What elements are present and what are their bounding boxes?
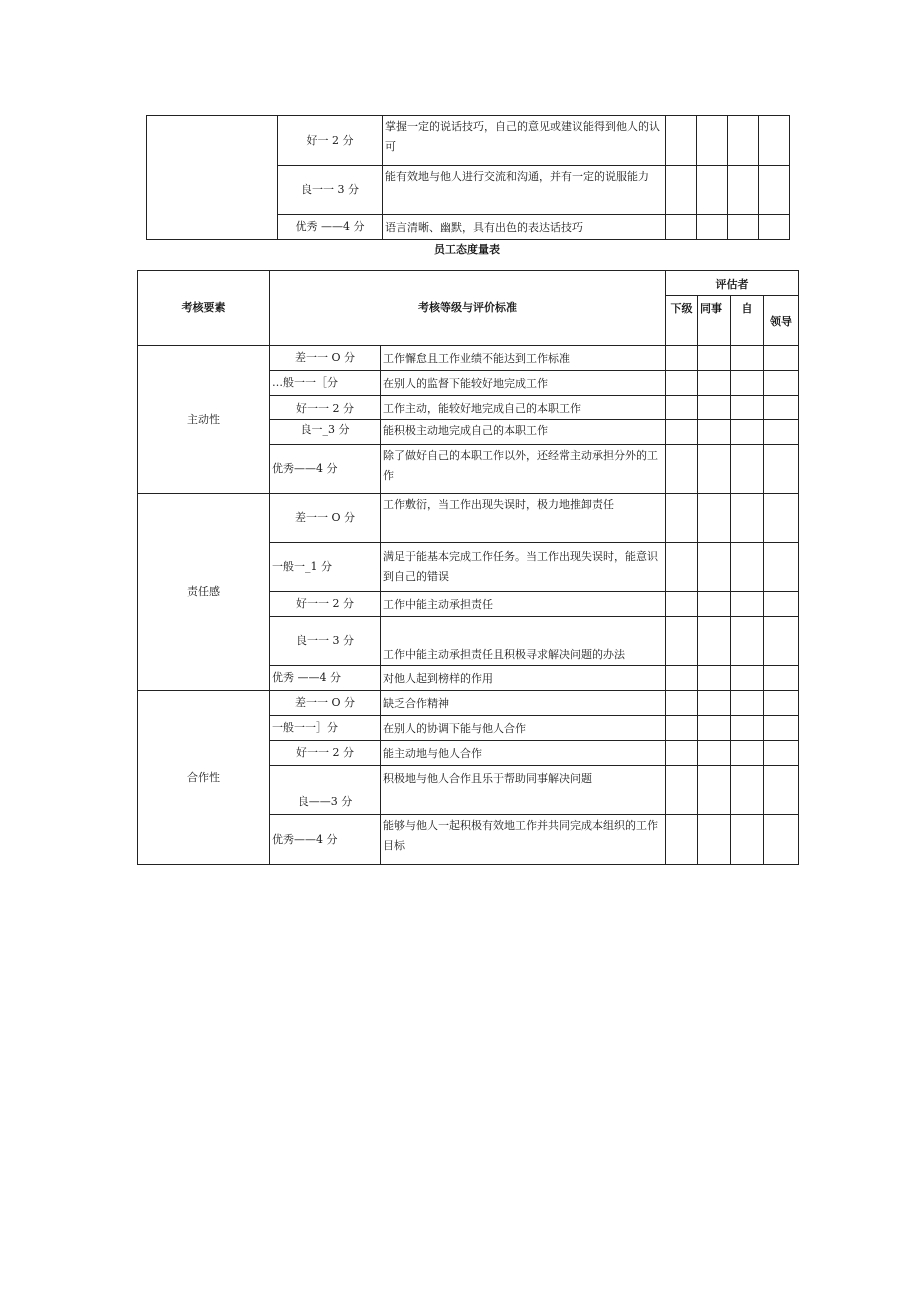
score-cell[interactable] (666, 741, 698, 766)
score-cell[interactable] (666, 215, 697, 240)
evaluator-self: 自 (731, 296, 764, 346)
score-cell[interactable] (764, 396, 799, 420)
grade-level: 优秀——4 分 (270, 815, 381, 865)
factor-initiative: 主动性 (138, 346, 270, 494)
grade-description: 能主动地与他人合作 (381, 741, 666, 766)
score-cell[interactable] (666, 346, 698, 371)
score-cell[interactable] (698, 494, 731, 543)
grade-description: 工作中能主动承担责任 (381, 592, 666, 617)
grade-level: 差一一 O 分 (270, 346, 381, 371)
score-cell[interactable] (666, 666, 698, 691)
score-cell[interactable] (764, 543, 799, 592)
grade-level: 好一一 2 分 (270, 741, 381, 766)
score-cell[interactable] (698, 815, 731, 865)
factor-cell (147, 116, 278, 240)
score-cell[interactable] (698, 346, 731, 371)
score-cell[interactable] (698, 371, 731, 396)
grade-description: 能积极主动地完成自己的本职工作 (381, 420, 666, 445)
grade-level: 良一一 3 分 (278, 166, 383, 215)
score-cell[interactable] (731, 494, 764, 543)
score-cell[interactable] (731, 741, 764, 766)
grade-level: 好一一 2 分 (270, 592, 381, 617)
score-cell[interactable] (728, 215, 759, 240)
header-row (138, 271, 799, 296)
score-cell[interactable] (731, 543, 764, 592)
score-cell[interactable] (698, 396, 731, 420)
score-cell[interactable] (731, 691, 764, 716)
score-cell[interactable] (764, 592, 799, 617)
score-cell[interactable] (666, 396, 698, 420)
score-cell[interactable] (666, 420, 698, 445)
grade-level: 优秀 ——4 分 (278, 215, 383, 240)
score-cell[interactable] (666, 166, 697, 215)
grade-level: 好一一 2 分 (270, 396, 381, 420)
factor-header: 考核要素 (138, 271, 270, 346)
table-caption: 员工态度量表 (434, 243, 500, 256)
evaluator-leader: 领导 (764, 296, 799, 346)
grade-level: 差一一 O 分 (270, 691, 381, 716)
score-cell[interactable] (764, 716, 799, 741)
score-cell[interactable] (731, 445, 764, 494)
score-cell[interactable] (698, 741, 731, 766)
grade-description: 对他人起到榜样的作用 (381, 666, 666, 691)
score-cell[interactable] (731, 716, 764, 741)
standard-header: 考核等级与评价标准 (270, 271, 666, 346)
grade-level: 优秀 ——4 分 (270, 666, 381, 691)
evaluator-peer: 同事 (698, 296, 731, 346)
score-cell[interactable] (666, 371, 698, 396)
score-cell[interactable] (759, 166, 790, 215)
score-cell[interactable] (764, 494, 799, 543)
grade-level: 差一一 O 分 (270, 494, 381, 543)
score-cell[interactable] (764, 617, 799, 666)
grade-description: 工作主动，能较好地完成自己的本职工作 (381, 396, 666, 420)
score-cell[interactable] (764, 371, 799, 396)
table-row (147, 116, 790, 166)
score-cell[interactable] (764, 741, 799, 766)
score-cell[interactable] (697, 215, 728, 240)
score-cell[interactable] (759, 116, 790, 166)
score-cell[interactable] (698, 543, 731, 592)
score-cell[interactable] (697, 166, 728, 215)
grade-description: 满足于能基本完成工作任务。当工作出现失误时，能意识到自己的错误 (381, 543, 666, 592)
score-cell[interactable] (698, 420, 731, 445)
grade-description: 在别人的监督下能较好地完成工作 (381, 371, 666, 396)
score-cell[interactable] (764, 346, 799, 371)
score-cell[interactable] (698, 666, 731, 691)
attitude-scale-table (137, 270, 799, 865)
score-cell[interactable] (764, 691, 799, 716)
score-cell[interactable] (666, 116, 697, 166)
score-cell[interactable] (666, 445, 698, 494)
grade-level: 良一一 3 分 (270, 617, 381, 666)
table-row (138, 691, 799, 716)
score-cell[interactable] (698, 766, 731, 815)
table-row (138, 346, 799, 371)
grade-description: 在别人的协调下能与他人合作 (381, 716, 666, 741)
grade-level: 优秀——4 分 (270, 445, 381, 494)
grade-description: 语言清晰、幽默，具有出色的表达话技巧 (383, 215, 666, 240)
score-cell[interactable] (731, 346, 764, 371)
evaluator-subordinate: 下级 (666, 296, 698, 346)
score-cell[interactable] (728, 166, 759, 215)
grade-description: 缺乏合作精神 (381, 691, 666, 716)
grade-level: …般一一［分 (270, 371, 381, 396)
grade-description: 工作敷衍，当工作出现失误时，极力地推卸责任 (381, 494, 666, 543)
score-cell[interactable] (731, 371, 764, 396)
grade-level: 一般一_1 分 (270, 543, 381, 592)
grade-level: 良——3 分 (270, 766, 381, 815)
score-cell[interactable] (731, 766, 764, 815)
score-cell[interactable] (666, 766, 698, 815)
grade-description: 工作中能主动承担责任且积极寻求解决问题的办法 (381, 617, 666, 666)
grade-description: 能够与他人一起积极有效地工作并共同完成本组织的工作目标 (381, 815, 666, 865)
score-cell[interactable] (764, 766, 799, 815)
score-cell[interactable] (698, 617, 731, 666)
grade-description: 除了做好自己的本职工作以外，还经常主动承担分外的工作 (381, 445, 666, 494)
score-cell[interactable] (731, 420, 764, 445)
grade-description: 能有效地与他人进行交流和沟通，并有一定的说服能力 (383, 166, 666, 215)
factor-cooperation: 合作性 (138, 691, 270, 865)
score-cell[interactable] (764, 666, 799, 691)
grade-description: 掌握一定的说话技巧，自己的意见或建议能得到他人的认可 (383, 116, 666, 166)
score-cell[interactable] (759, 215, 790, 240)
score-cell[interactable] (666, 494, 698, 543)
score-cell[interactable] (698, 445, 731, 494)
score-cell[interactable] (698, 716, 731, 741)
score-cell[interactable] (666, 617, 698, 666)
evaluator-header: 评估者 (666, 271, 799, 296)
score-cell[interactable] (666, 815, 698, 865)
grade-level: 一般一一］分 (270, 716, 381, 741)
top-table (146, 115, 790, 240)
score-cell[interactable] (698, 691, 731, 716)
grade-level: 良一_3 分 (270, 420, 381, 445)
score-cell[interactable] (698, 592, 731, 617)
score-cell[interactable] (666, 691, 698, 716)
score-cell[interactable] (764, 445, 799, 494)
score-cell[interactable] (666, 592, 698, 617)
score-cell[interactable] (764, 815, 799, 865)
score-cell[interactable] (731, 815, 764, 865)
score-cell[interactable] (731, 592, 764, 617)
table-row (138, 494, 799, 543)
grade-level: 好一 2 分 (278, 116, 383, 166)
score-cell[interactable] (731, 666, 764, 691)
grade-description: 工作懈怠且工作业绩不能达到工作标准 (381, 346, 666, 371)
score-cell[interactable] (666, 543, 698, 592)
score-cell[interactable] (697, 116, 728, 166)
score-cell[interactable] (666, 716, 698, 741)
factor-responsibility: 责任感 (138, 494, 270, 691)
grade-description: 积极地与他人合作且乐于帮助同事解决问题 (381, 766, 666, 815)
score-cell[interactable] (728, 116, 759, 166)
score-cell[interactable] (731, 617, 764, 666)
score-cell[interactable] (731, 396, 764, 420)
score-cell[interactable] (764, 420, 799, 445)
